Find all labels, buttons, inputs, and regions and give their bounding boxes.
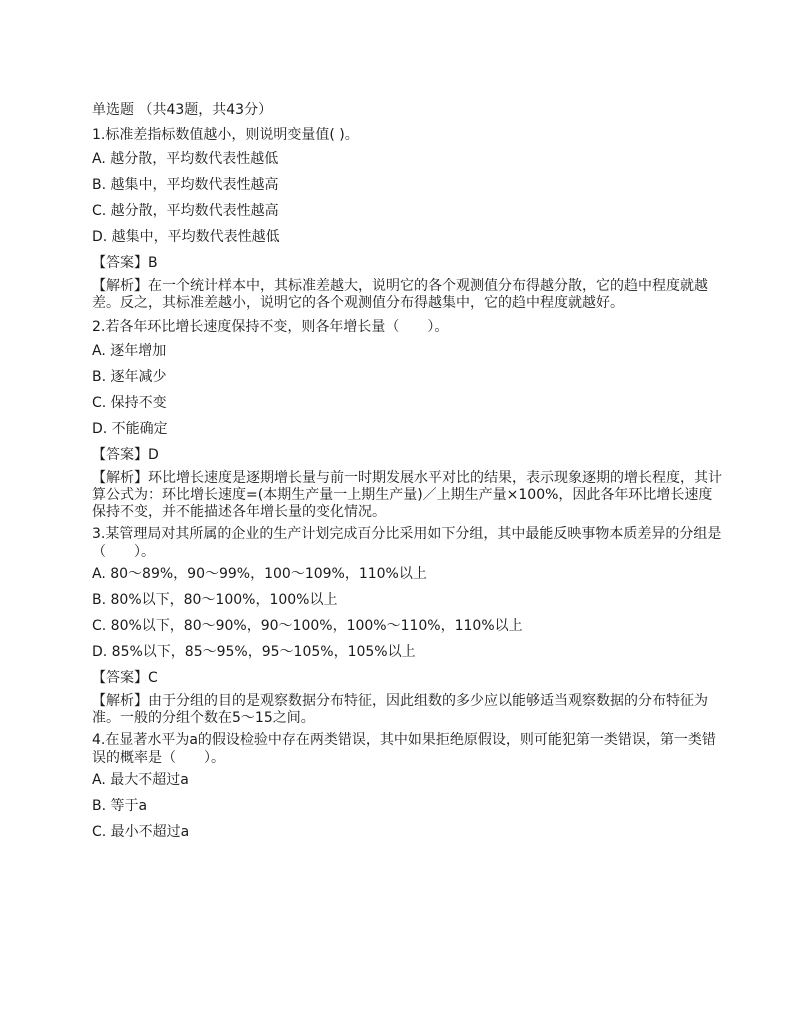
analysis-text: 【解析】环比增长速度是逐期增长量与前一时期发展水平对比的结果，表示现象逐期的增长程度，其计算公式为：环比增长速度=(本期生产量一上期生产量)／上期生产量×100%，因此各年环比增长速度保持不变，并不能描述各年增长量的变化情况。 <box>92 470 722 520</box>
analysis-text: 【解析】由于分组的目的是观察数据分布特征，因此组数的多少应以能够适当观察数据的分布特征为准。一般的分组个数在5～15之间。 <box>92 693 708 726</box>
exam-page <box>92 98 722 845</box>
option-d: D. 85%以下，85～95%，95～105%，105%以上 <box>92 644 416 660</box>
option-c: C. 80%以下，80～90%，90～100%，100%～110%，110%以上 <box>92 618 523 634</box>
option-b: B. 逐年减少 <box>92 369 167 385</box>
option-b: B. 80%以下，80～100%，100%以上 <box>92 592 338 608</box>
answer-label: 【答案】B <box>92 255 158 271</box>
answer-label: 【答案】D <box>92 447 159 463</box>
option-b: B. 越集中，平均数代表性越高 <box>92 177 279 193</box>
option-c: C. 保持不变 <box>92 395 167 411</box>
option-a: A. 最大不超过a <box>92 772 189 788</box>
question-stem: 4.在显著水平为a的假设检验中存在两类错误，其中如果拒绝原假设，则可能犯第一类错误，第一类错误的概率是（ ）。 <box>92 732 716 766</box>
question-block <box>92 525 722 727</box>
question-block <box>92 316 722 521</box>
option-a: A. 80～89%，90～99%，100～109%，110%以上 <box>92 566 427 582</box>
question-stem: 1.标准差指标数值越小，则说明变量值( )。 <box>92 127 359 143</box>
option-d: D. 越集中，平均数代表性越低 <box>92 229 280 245</box>
question-block <box>92 124 722 312</box>
option-c: C. 最小不超过a <box>92 824 190 840</box>
option-a: A. 逐年增加 <box>92 343 167 359</box>
option-a: A. 越分散，平均数代表性越低 <box>92 151 279 167</box>
question-block <box>92 731 722 845</box>
option-c: C. 越分散，平均数代表性越高 <box>92 203 279 219</box>
question-stem: 2.若各年环比增长速度保持不变，则各年增长量（ ）。 <box>92 319 449 335</box>
analysis-text: 【解析】在一个统计样本中，其标准差越大，说明它的各个观测值分布得越分散，它的趋中程度就越差。反之，其标准差越小，说明它的各个观测值分布得越集中，它的趋中程度就越好。 <box>92 278 708 311</box>
section-title: 单选题 （共43题，共43分） <box>92 102 273 118</box>
answer-label: 【答案】C <box>92 670 158 686</box>
question-stem: 3.某管理局对其所属的企业的生产计划完成百分比采用如下分组，其中最能反映事物本质差异的分组是（ ）。 <box>92 526 722 560</box>
option-d: D. 不能确定 <box>92 421 168 437</box>
option-b: B. 等于a <box>92 798 148 814</box>
